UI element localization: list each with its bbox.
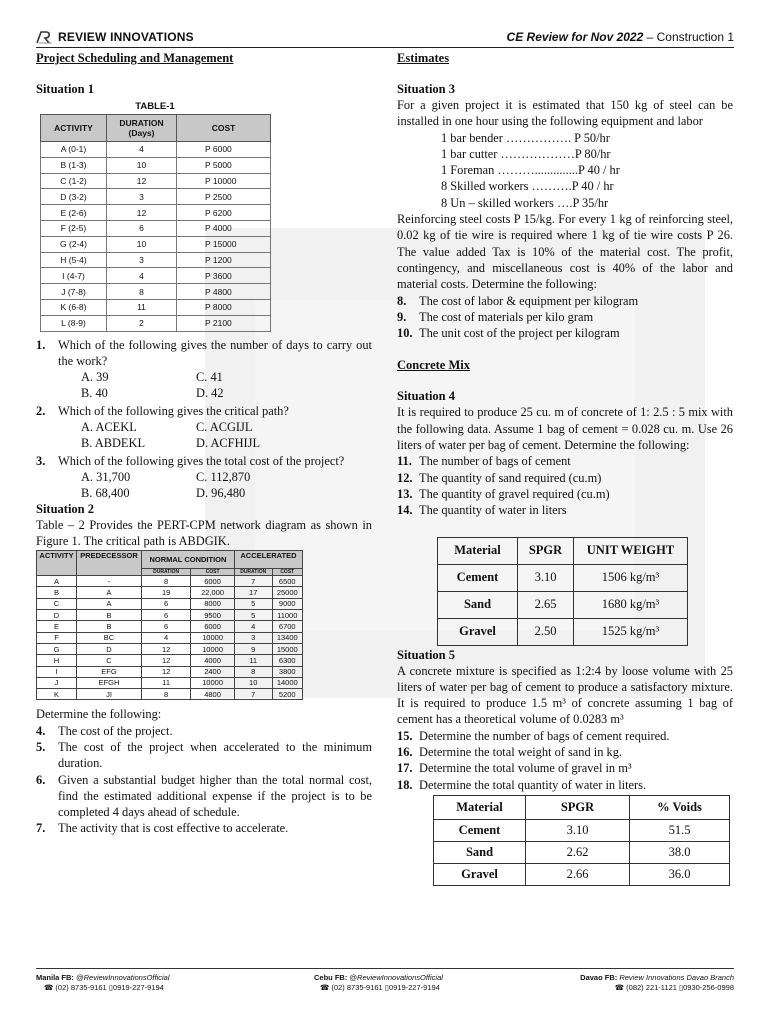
table2-cell: D <box>77 643 142 654</box>
table2-cell: 10000 <box>191 632 235 643</box>
table2-cell: 8000 <box>191 598 235 609</box>
section-heading-estimates: Estimates <box>397 51 450 65</box>
table2-cell: EFGH <box>77 677 142 688</box>
table2-cell: 5200 <box>272 689 302 700</box>
question-1: 1. Which of the following gives the number of days to carry out the work? <box>36 337 372 368</box>
table1-cell: 6 <box>107 220 177 236</box>
table1-header: ACTIVITY <box>41 115 107 142</box>
material-cell: 1506 kg/m³ <box>574 564 688 591</box>
table2-cell: BC <box>77 632 142 643</box>
question-12: 12. The quantity of sand required (cu.m) <box>397 470 602 485</box>
table2-cell: 7 <box>234 689 272 700</box>
table2-subheader: COST <box>272 569 302 576</box>
question-8: 8. The cost of labor & equipment per kilogram <box>397 293 639 308</box>
table2 <box>36 550 303 700</box>
table2-cell: 10000 <box>191 643 235 654</box>
review-innovations-logo-icon <box>36 30 54 44</box>
table2-cell: 19 <box>142 587 191 598</box>
table1-cell: P 15000 <box>177 236 271 252</box>
table4-header: Material <box>434 795 526 819</box>
table1-cell: F (2-5) <box>41 220 107 236</box>
table1-cell: 4 <box>107 142 177 158</box>
table1-cell: P 8000 <box>177 299 271 315</box>
table2-cell: 12 <box>142 643 191 654</box>
footer-davao: Davao FB: Review Innovations Davao Branch ☎ (082) 221-1121 ▯0930-256-0998 <box>580 973 734 992</box>
question-1-options: A. 39 C. 41 B. 40 D. 42 <box>81 370 224 401</box>
table2-cell: 7 <box>234 576 272 587</box>
table2-cell: B <box>77 610 142 621</box>
question-2-options: A. ACEKL C. ACGIJL B. ABDEKL D. ACFHIJL <box>81 420 261 451</box>
material-cell: 2.65 <box>518 591 574 618</box>
table2-cell: 5 <box>234 598 272 609</box>
question-16: 16. Determine the total weight of sand in kg. <box>397 745 623 760</box>
table1-cell: 12 <box>107 173 177 189</box>
table2-cell: 11000 <box>272 610 302 621</box>
table2-cell: 3800 <box>272 666 302 677</box>
question-4: 4. The cost of the project. <box>36 723 173 738</box>
table1 <box>40 114 271 332</box>
material-cell: 51.5 <box>630 819 730 841</box>
question-11: 11. The number of bags of cement <box>397 454 571 469</box>
table2-cell: K <box>37 689 77 700</box>
table1-row <box>41 315 271 331</box>
situation-2-label: Situation 2 <box>36 501 95 516</box>
table2-cell: A <box>37 576 77 587</box>
question-9: 9. The cost of materials per kilo gram <box>397 309 594 324</box>
table4-header: SPGR <box>526 795 630 819</box>
table2-cell: JI <box>77 689 142 700</box>
table1-cell: 10 <box>107 236 177 252</box>
table2-cell: 11 <box>234 655 272 666</box>
table1-cell: B (1-3) <box>41 157 107 173</box>
table1-row <box>41 142 271 158</box>
table1-row <box>41 220 271 236</box>
question-2: 2. Which of the following gives the critical path? <box>36 403 289 418</box>
table1-cell: 4 <box>107 268 177 284</box>
table2-cell: 10 <box>234 677 272 688</box>
table2-cell: 8 <box>142 576 191 587</box>
table3-header: UNIT WEIGHT <box>574 537 688 564</box>
table1-cell: E (2-6) <box>41 205 107 221</box>
equipment-list <box>441 130 733 211</box>
cebu-phone: ☎ (02) 8735-9161 ▯0919-227-9194 <box>320 983 440 992</box>
situation-4-label: Situation 4 <box>397 389 456 404</box>
page-header <box>36 30 734 48</box>
table2-cell: EFG <box>77 666 142 677</box>
table2-cell: 8 <box>234 666 272 677</box>
situation-1-label: Situation 1 <box>36 82 95 96</box>
footer-cebu: Cebu FB: @ReviewInnovationsOfficial ☎ (02) 8735-9161 ▯0919-227-9194 <box>314 973 443 992</box>
question-17: 17. Determine the total volume of gravel in m³ <box>397 761 632 776</box>
equipment-item: 8 Skilled workers ……….P 40 / hr <box>441 179 614 194</box>
question-18: 18. Determine the total quantity of water in liters. <box>397 777 647 792</box>
table1-title: TABLE-1 <box>135 101 175 112</box>
material-cell: Cement <box>434 819 526 841</box>
table2-cell: 4000 <box>191 655 235 666</box>
table1-cell: H (5-4) <box>41 252 107 268</box>
material-cell: 3.10 <box>526 819 630 841</box>
table2-cell: 14000 <box>272 677 302 688</box>
table1-cell: P 6000 <box>177 142 271 158</box>
table2-row <box>37 621 303 632</box>
material-cell: 2.62 <box>526 841 630 863</box>
table1-cell: P 4000 <box>177 220 271 236</box>
table2-cell: 6300 <box>272 655 302 666</box>
table1-row <box>41 173 271 189</box>
table1-row <box>41 189 271 205</box>
table2-cell: D <box>37 610 77 621</box>
table1-cell: J (7-8) <box>41 284 107 300</box>
table2-cell: 4 <box>234 621 272 632</box>
table1-cell: 2 <box>107 315 177 331</box>
material-cell: 3.10 <box>518 564 574 591</box>
situation-5-text: A concrete mixture is specified as 1:2:4 by loose volume with 25 liters of water per bag of cement to produce a satisfactory mixture. It is required to produce 1.5 m³ of concrete assuming 1 bag of cement has a theoretical volume of 0.0283 m³ <box>397 663 733 727</box>
table2-cell: C <box>37 598 77 609</box>
equipment-item: 1 Foreman ………..............P 40 / hr <box>441 163 620 178</box>
table1-row <box>41 299 271 315</box>
table2-header: PREDECESSOR <box>77 551 142 576</box>
material-cell: 2.66 <box>526 863 630 885</box>
table1-cell: P 2500 <box>177 189 271 205</box>
table1-cell: P 2100 <box>177 315 271 331</box>
table2-cell: 3 <box>234 632 272 643</box>
table2-row <box>37 587 303 598</box>
situation-3-text: For a given project it is estimated that 150 kg of steel can be installed in one hour using the following equipment and labor <box>397 98 733 129</box>
table1-cell: C (1-2) <box>41 173 107 189</box>
material-cell: Sand <box>438 591 518 618</box>
brand-name: REVIEW INNOVATIONS <box>58 30 194 44</box>
question-3-options: A. 31,700 C. 112,870 B. 68,400 D. 96,480 <box>81 469 251 501</box>
material-cell: 36.0 <box>630 863 730 885</box>
table1-header: DURATION (Days) <box>107 115 177 142</box>
table2-cell: 12 <box>142 655 191 666</box>
material-cell: Sand <box>434 841 526 863</box>
situation-2-text: Table – 2 Provides the PERT-CPM network diagram as shown in Figure 1. The critical path is ABDGIK. <box>36 517 372 548</box>
table2-cell: H <box>37 655 77 666</box>
table2-cell: 9000 <box>272 598 302 609</box>
table2-cell: B <box>37 587 77 598</box>
table2-cell: 11 <box>142 677 191 688</box>
section-heading-scheduling: Project Scheduling and Management <box>36 51 234 65</box>
manila-fb-link[interactable]: @ReviewInnovationsOfficial <box>76 973 170 982</box>
table2-row <box>37 655 303 666</box>
table2-row <box>37 643 303 654</box>
equipment-item: 1 bar cutter ………………P 80/hr <box>441 146 611 161</box>
table1-cell: G (2-4) <box>41 236 107 252</box>
footer-manila: Manila FB: @ReviewInnovationsOfficial ☎ (02) 8735-9161 ▯0919-227-9194 <box>36 973 170 992</box>
table1-cell: P 5000 <box>177 157 271 173</box>
material-row <box>434 841 730 863</box>
table2-row <box>37 598 303 609</box>
table2-cell: B <box>77 621 142 632</box>
material-cell: 1680 kg/m³ <box>574 591 688 618</box>
table1-cell: P 10000 <box>177 173 271 189</box>
table1-cell: K (6-8) <box>41 299 107 315</box>
table1-row <box>41 268 271 284</box>
situation-3-label: Situation 3 <box>397 82 456 96</box>
table1-row <box>41 205 271 221</box>
table2-cell: 8 <box>142 689 191 700</box>
table1-cell: 10 <box>107 157 177 173</box>
table2-row <box>37 689 303 700</box>
table2-cell: 17 <box>234 587 272 598</box>
table2-cell: 12 <box>142 666 191 677</box>
table2-cell: 22,000 <box>191 587 235 598</box>
table2-cell: 9500 <box>191 610 235 621</box>
table2-cell: 2400 <box>191 666 235 677</box>
manila-phone: ☎ (02) 8735-9161 ▯0919-227-9194 <box>44 983 164 992</box>
table3-header: SPGR <box>518 537 574 564</box>
table2-cell: G <box>37 643 77 654</box>
table2-cell: 25000 <box>272 587 302 598</box>
table2-row <box>37 610 303 621</box>
table1-row <box>41 157 271 173</box>
table1-row <box>41 252 271 268</box>
material-cell: Gravel <box>438 618 518 645</box>
material-cell: 2.50 <box>518 618 574 645</box>
material-cell: Gravel <box>434 863 526 885</box>
table1-cell: L (8-9) <box>41 315 107 331</box>
table2-header: NORMAL CONDITION <box>142 551 235 569</box>
table2-cell: E <box>37 621 77 632</box>
table1-cell: A (0-1) <box>41 142 107 158</box>
table2-cell: 6500 <box>272 576 302 587</box>
table2-cell: 6 <box>142 621 191 632</box>
table1-cell: I (4-7) <box>41 268 107 284</box>
determine-text: Determine the following: <box>36 707 162 722</box>
table2-row <box>37 677 303 688</box>
table1-row <box>41 284 271 300</box>
table1-row <box>41 236 271 252</box>
cebu-fb-link[interactable]: @ReviewInnovationsOfficial <box>349 973 443 982</box>
page-footer <box>36 968 734 992</box>
section-heading-concrete-mix: Concrete Mix <box>397 358 471 373</box>
table1-cell: P 6200 <box>177 205 271 221</box>
material-unit-weight-table <box>437 537 688 646</box>
table1-cell: P 3600 <box>177 268 271 284</box>
material-row <box>434 819 730 841</box>
table2-header: ACTIVITY <box>37 551 77 576</box>
table2-cell: 6000 <box>191 576 235 587</box>
right-column <box>397 50 733 886</box>
situation-5-label: Situation 5 <box>397 647 456 662</box>
table2-cell: 6700 <box>272 621 302 632</box>
material-row <box>438 591 688 618</box>
question-10: 10. The unit cost of the project per kilogram <box>397 326 620 341</box>
table2-cell: C <box>77 655 142 666</box>
table2-cell: - <box>77 576 142 587</box>
table1-cell: P 4800 <box>177 284 271 300</box>
material-voids-table <box>433 795 730 886</box>
table1-cell: P 1200 <box>177 252 271 268</box>
table2-row <box>37 576 303 587</box>
material-row <box>434 863 730 885</box>
table1-cell: 3 <box>107 252 177 268</box>
table2-header: ACCELERATED <box>234 551 302 569</box>
table4-header: % Voids <box>630 795 730 819</box>
table2-cell: 6 <box>142 598 191 609</box>
table2-cell: I <box>37 666 77 677</box>
table2-cell: 5 <box>234 610 272 621</box>
davao-fb-link[interactable]: Review Innovations Davao Branch <box>619 973 734 982</box>
table2-cell: F <box>37 632 77 643</box>
question-15: 15. Determine the number of bags of cement required. <box>397 728 670 743</box>
header-course: CE Review for Nov 2022 – Construction 1 <box>506 30 734 44</box>
table2-cell: 9 <box>234 643 272 654</box>
table2-row <box>37 666 303 677</box>
material-row <box>438 564 688 591</box>
table2-cell: 15000 <box>272 643 302 654</box>
situation-4-text: It is required to produce 25 cu. m of concrete of 1: 2.5 : 5 mix with the following data. Assume 1 bag of cement = 0.028 cu. m. Use 26 liters of water per bag of cement. Determine the following: <box>397 405 733 453</box>
table1-cell: 12 <box>107 205 177 221</box>
table2-subheader: DURATION <box>234 569 272 576</box>
situation-3-text-2: Reinforcing steel costs P 15/kg. For every 1 kg of reinforcing steel, 0.02 kg of tie wire is required where 1 kg of tie wire costs P 26. The value added Tax is 10% of the material cost. The profit, contingency, and miscellaneous cost is 40% of the labor and material costs. Determine the following: <box>397 212 733 292</box>
left-column <box>36 50 372 837</box>
material-row <box>438 618 688 645</box>
table2-cell: 6000 <box>191 621 235 632</box>
question-13: 13. The quantity of gravel required (cu.m) <box>397 486 610 501</box>
question-6: 6. Given a substantial budget higher than the total normal cost, find the estimated additional expense if the project is to be completed 4 days ahead of schedule. <box>36 772 372 820</box>
table2-cell: A <box>77 587 142 598</box>
table2-cell: 10000 <box>191 677 235 688</box>
table2-cell: A <box>77 598 142 609</box>
table3-header: Material <box>438 537 518 564</box>
table2-cell: 4800 <box>191 689 235 700</box>
davao-phone: ☎ (082) 221-1121 ▯0930-256-0998 <box>614 983 734 992</box>
table2-cell: 13400 <box>272 632 302 643</box>
equipment-item: 1 bar bender ……………. P 50/hr <box>441 130 610 145</box>
question-3: 3. Which of the following gives the total cost of the project? <box>36 453 345 468</box>
table2-cell: 4 <box>142 632 191 643</box>
equipment-item: 8 Un – skilled workers ….P 35/hr <box>441 195 609 210</box>
table2-subheader: COST <box>191 569 235 576</box>
table1-cell: D (3-2) <box>41 189 107 205</box>
question-14: 14. The quantity of water in liters <box>397 503 567 518</box>
table2-subheader: DURATION <box>142 569 191 576</box>
table1-cell: 11 <box>107 299 177 315</box>
table1-cell: 3 <box>107 189 177 205</box>
material-cell: 1525 kg/m³ <box>574 618 688 645</box>
table2-cell: J <box>37 677 77 688</box>
material-cell: Cement <box>438 564 518 591</box>
table2-cell: 6 <box>142 610 191 621</box>
question-5: 5. The cost of the project when accelerated to the minimum duration. <box>36 739 372 771</box>
table1-cell: 8 <box>107 284 177 300</box>
table2-row <box>37 632 303 643</box>
material-cell: 38.0 <box>630 841 730 863</box>
table1-header: COST <box>177 115 271 142</box>
question-7: 7. The activity that is cost effective to accelerate. <box>36 821 289 836</box>
